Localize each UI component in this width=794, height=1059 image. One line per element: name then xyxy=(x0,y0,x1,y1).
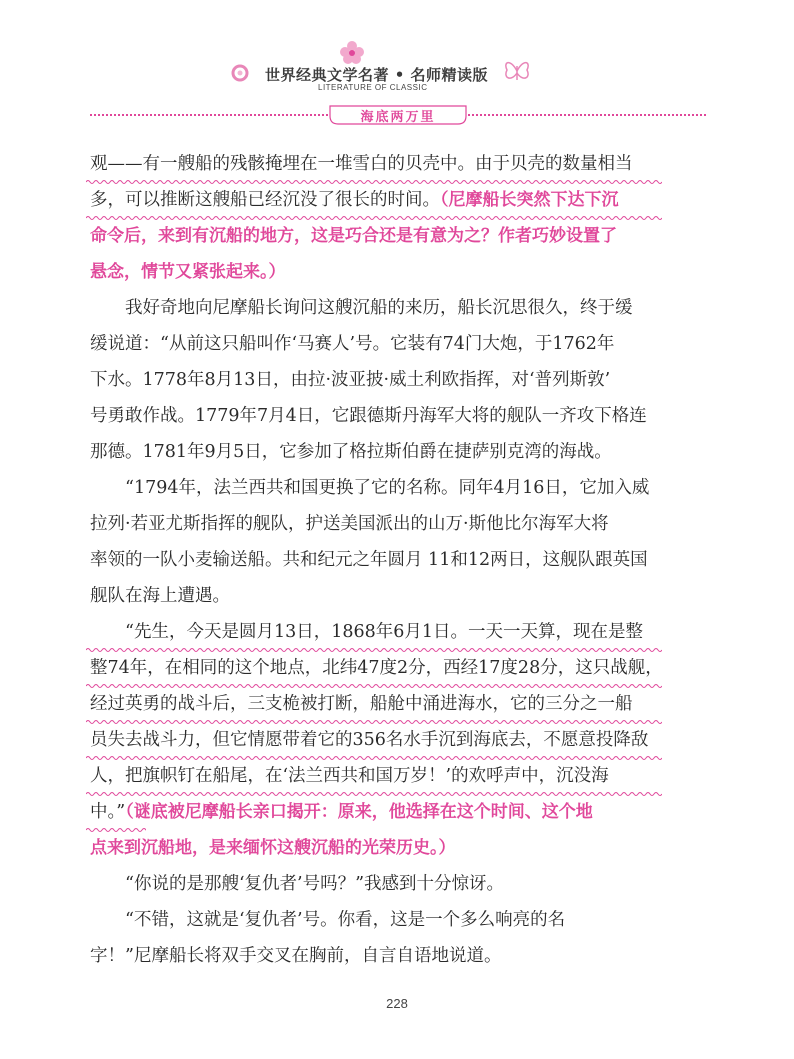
wavy-underline xyxy=(86,178,662,186)
editor-note: 悬念，情节又紧张起来。） xyxy=(90,262,286,282)
text-line: 号勇敢作战。1779年7月4日，它跟德斯丹海军大将的舰队一齐攻下格连 xyxy=(90,406,647,426)
text-line: 下水。1778年8月13日，由拉·波亚披·威土利欧指挥，对‘普列斯敦’ xyxy=(90,370,611,390)
wavy-underline xyxy=(86,646,662,654)
text-line: 多，可以推断这艘船已经沉没了很长的时间。（尼摩船长突然下达下沉 xyxy=(90,190,619,210)
text-line: “你说的是那艘‘复仇者’号吗？”我感到十分惊讶。 xyxy=(125,874,505,894)
text-line: 中。”（谜底被尼摩船长亲口揭开：原来，他选择在这个时间、这个地 xyxy=(90,802,593,822)
page-header xyxy=(0,0,794,130)
editor-note: （尼摩船长突然下达下沉 xyxy=(440,190,619,210)
text-line: “1794年，法兰西共和国更换了它的名称。同年4月16日，它加入威 xyxy=(125,478,650,498)
wavy-underline xyxy=(86,718,662,726)
wavy-underline xyxy=(86,754,662,762)
series-title: 世界经典文学名著 • 名师精读版 xyxy=(265,66,489,84)
header-divider-left xyxy=(90,114,328,116)
series-subtitle: LITERATURE OF CLASSIC xyxy=(318,83,428,92)
book-title: 海底两万里 xyxy=(360,110,436,125)
ring-icon xyxy=(231,64,249,82)
wavy-underline xyxy=(86,790,662,798)
text-line: 我好奇地向尼摩船长询问这艘沉船的来历，船长沉思很久，终于缓 xyxy=(125,298,633,318)
editor-note: （谜底被尼摩船长亲口揭开：原来，他选择在这个时间、这个地 xyxy=(125,802,593,822)
text-line: 观——有一艘船的残骸掩埋在一堆雪白的贝壳中。由于贝壳的数量相当 xyxy=(90,154,633,174)
text-line: 率领的一队小麦输送船。共和纪元之年圆月 11和12两日，这舰队跟英国 xyxy=(90,550,648,570)
text-line: 员失去战斗力，但它情愿带着它的356名水手沉到海底去，不愿意投降敌 xyxy=(90,730,649,750)
wavy-underline xyxy=(86,826,146,834)
butterfly-icon xyxy=(502,56,532,86)
text-line: 拉列·若亚尤斯指挥的舰队，护送美国派出的山万·斯他比尔海军大将 xyxy=(90,514,609,534)
text-line: 字！”尼摩船长将双手交叉在胸前，自言自语地说道。 xyxy=(90,946,502,966)
page-number: 228 xyxy=(386,996,408,1011)
editor-note: 命令后，来到有沉船的地方，这是巧合还是有意为之？作者巧妙设置了 xyxy=(90,226,617,246)
wavy-underline xyxy=(86,214,662,222)
text-line: “不错，这就是‘复仇者’号。你看，这是一个多么响亮的名 xyxy=(125,910,566,930)
book-title-tab xyxy=(328,104,468,126)
text-line: 缓说道：“从前这只船叫作‘马赛人’号。它装有74门大炮，于1762年 xyxy=(90,334,615,354)
text-line: 那德。1781年9月5日，它参加了格拉斯伯爵在捷萨别克湾的海战。 xyxy=(90,442,612,462)
text-line: “先生，今天是圆月13日，1868年6月1日。一天一天算，现在是整 xyxy=(125,622,644,642)
wavy-underline xyxy=(86,682,662,690)
text-line: 经过英勇的战斗后，三支桅被打断，船舱中涌进海水，它的三分之一船 xyxy=(90,694,633,714)
text-line: 舰队在海上遭遇。 xyxy=(90,586,230,606)
text-line: 人，把旗帜钉在船尾，在‘法兰西共和国万岁！’的欢呼声中，沉没海 xyxy=(90,766,609,786)
editor-note: 点来到沉船地，是来缅怀这艘沉船的光荣历史。） xyxy=(90,838,456,858)
header-divider-right xyxy=(468,114,706,116)
text-line: 整74年，在相同的这个地点，北纬47度2分，西经17度28分，这只战舰， xyxy=(90,658,663,678)
